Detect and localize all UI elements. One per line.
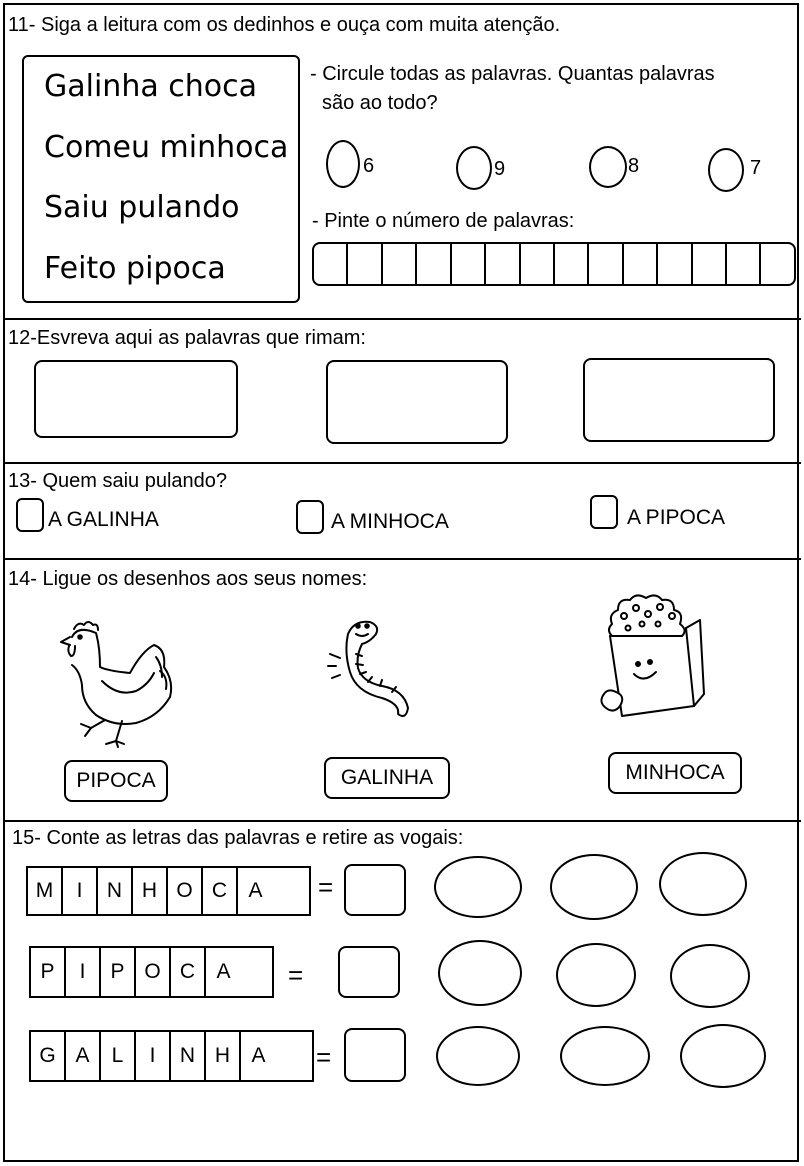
option-label: A PIPOCA [627, 506, 726, 529]
name-label-box[interactable]: GALINHA [324, 757, 450, 799]
letter-strip-minhoca [26, 866, 311, 916]
letter-cell: I [63, 868, 98, 914]
letter-cell: A [248, 879, 263, 902]
letter-cell: L [101, 1032, 136, 1080]
letter-cell: P [101, 948, 136, 996]
option-label: A GALINHA [48, 508, 159, 531]
vowel-circle[interactable] [670, 944, 750, 1008]
answer-checkbox[interactable] [16, 498, 44, 532]
poem-box [22, 55, 300, 303]
letter-cell: C [171, 948, 206, 996]
poem-line: Galinha choca [44, 69, 257, 104]
equals-sign: = [316, 1042, 332, 1072]
rhyme-answer-box[interactable] [583, 358, 775, 442]
vowel-circle[interactable] [436, 1026, 520, 1086]
letter-cell: A [66, 1032, 101, 1080]
q12-title: 12-Esvreva aqui as palavras que rimam: [8, 327, 366, 349]
name-label-box[interactable]: PIPOCA [64, 760, 168, 802]
letter-strip-pipoca [29, 946, 274, 998]
option-number: 6 [363, 155, 375, 177]
answer-circle[interactable] [456, 146, 492, 190]
rhyme-answer-box[interactable] [326, 360, 508, 444]
section-divider [3, 558, 801, 560]
hen-drawing [60, 615, 180, 750]
letter-cell: O [136, 948, 171, 996]
answer-circle[interactable] [708, 148, 744, 192]
name-label-box[interactable]: MINHOCA [608, 752, 742, 794]
vowel-circle[interactable] [550, 854, 638, 920]
letter-cell: I [136, 1032, 171, 1080]
q11-instruction-circle-cont: são ao todo? [322, 92, 438, 114]
letter-cell: M [28, 868, 63, 914]
word-count-strip[interactable] [312, 242, 796, 286]
letter-count-box[interactable] [338, 946, 400, 998]
answer-checkbox[interactable] [296, 500, 324, 534]
option-number: 9 [494, 158, 506, 180]
vowel-circle[interactable] [556, 943, 636, 1007]
letter-cell: O [168, 868, 203, 914]
q11-instruction-paint: - Pinte o número de palavras: [312, 210, 575, 232]
option-number: 8 [628, 155, 640, 177]
q11-instruction-circle: - Circule todas as palavras. Quantas palavras [310, 63, 715, 85]
popcorn-bag-drawing [598, 594, 708, 724]
vowel-circle[interactable] [659, 852, 747, 916]
section-divider [3, 820, 801, 822]
vowel-circle[interactable] [438, 940, 522, 1006]
letter-cell: C [203, 868, 238, 914]
letter-cell: G [31, 1032, 66, 1080]
poem-line: Comeu minhoca [44, 130, 289, 165]
answer-checkbox[interactable] [590, 495, 618, 529]
option-number: 7 [750, 157, 762, 179]
q15-title: 15- Conte as letras das palavras e retire as vogais: [12, 827, 464, 849]
letter-cell: A [216, 960, 231, 983]
answer-circle[interactable] [589, 146, 627, 188]
poem-line: Feito pipoca [44, 251, 226, 286]
q14-title: 14- Ligue os desenhos aos seus nomes: [8, 568, 368, 590]
letter-strip-galinha [29, 1030, 314, 1082]
letter-cell: N [98, 868, 133, 914]
letter-cell: I [66, 948, 101, 996]
poem-line: Saiu pulando [44, 190, 240, 225]
letter-cell: H [133, 868, 168, 914]
option-label: A MINHOCA [331, 510, 449, 533]
q11-title: 11- Siga a leitura com os dedinhos e ouça com muita atenção. [8, 14, 561, 36]
section-divider [3, 318, 801, 320]
equals-sign: = [288, 960, 304, 990]
vowel-circle[interactable] [680, 1024, 766, 1088]
letter-cell: P [31, 948, 66, 996]
equals-sign: = [318, 872, 334, 902]
section-divider [3, 462, 801, 464]
letter-cell: N [171, 1032, 206, 1080]
worm-drawing [320, 614, 415, 724]
vowel-circle[interactable] [560, 1026, 650, 1086]
letter-count-box[interactable] [344, 864, 406, 916]
answer-circle[interactable] [326, 140, 360, 188]
letter-cell: A [251, 1044, 266, 1067]
rhyme-answer-box[interactable] [34, 360, 238, 438]
letter-cell: H [206, 1032, 241, 1080]
vowel-circle[interactable] [434, 856, 522, 918]
letter-count-box[interactable] [344, 1028, 406, 1082]
q13-title: 13- Quem saiu pulando? [8, 470, 228, 492]
